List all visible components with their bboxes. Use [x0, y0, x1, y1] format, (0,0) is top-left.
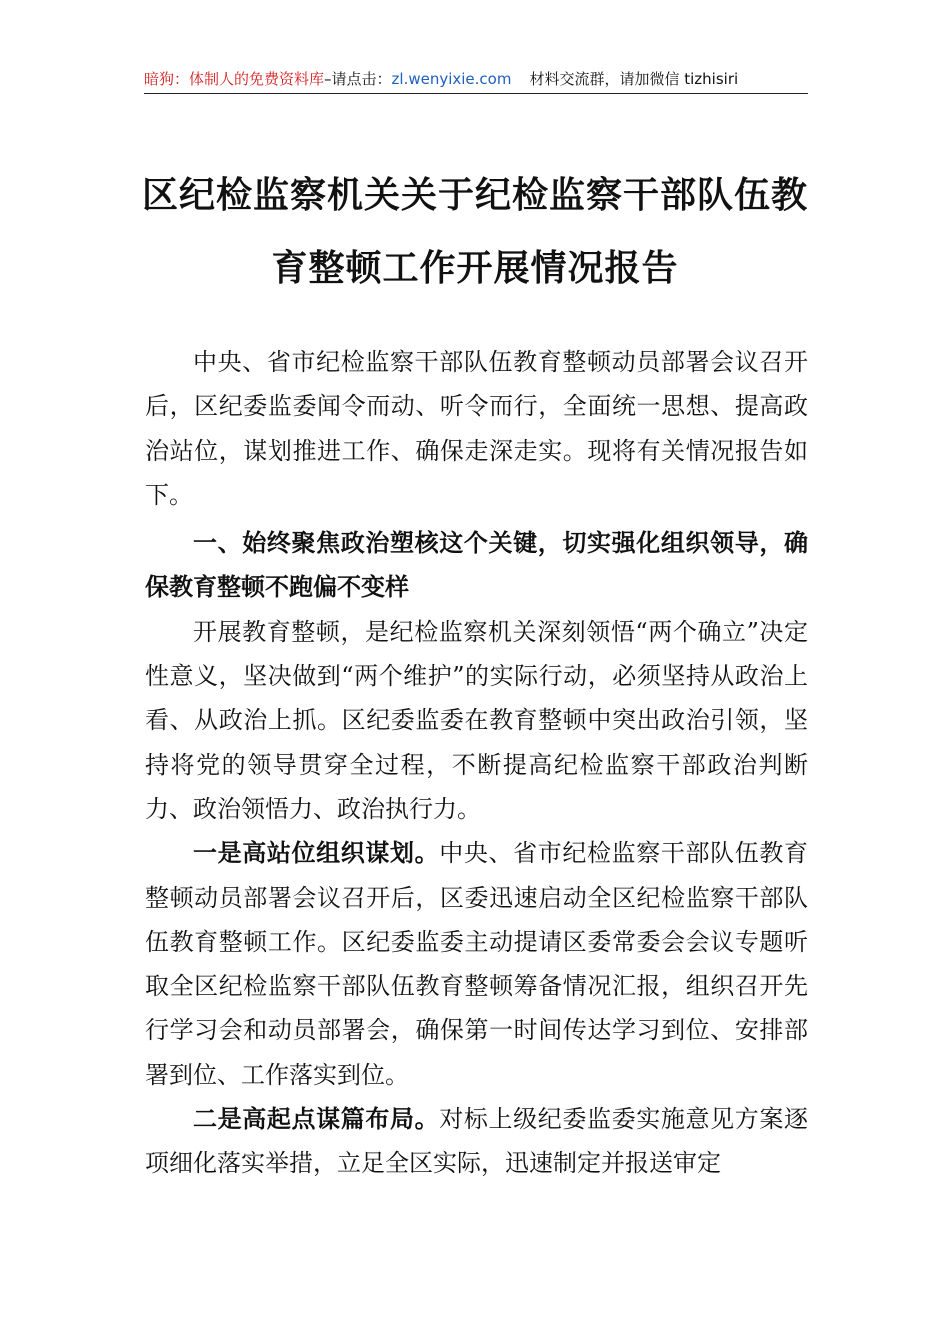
section-1-paragraph: 开展教育整顿，是纪检监察机关深刻领悟“两个确立”决定性意义，坚决做到“两个维护”的实际行动，必须坚持从政治上看、从政治上抓。区纪委监委在教育整顿中突出政治引领，坚持将党的领导贯穿全过程，不断提高纪检监察干部政治判断力、政治领悟力、政治执行力。	[145, 617, 808, 823]
point-2-lead: 二是高起点谋篇布局。	[193, 1105, 440, 1134]
header-divider	[144, 93, 808, 94]
intro-paragraph: 中央、省市纪检监察干部队伍教育整顿动员部署会议召开后，区纪委监委闻令而动、听令而行，全面统一思想、提高政治站位，谋划推进工作、确保走深走实。现将有关情况报告如下。	[145, 348, 808, 509]
page-header	[144, 64, 808, 94]
document-body	[145, 340, 808, 1186]
document-title-line-1: 区纪检监察机关关于纪检监察干部队伍教	[141, 174, 808, 216]
point-2-paragraph	[145, 1097, 808, 1186]
section-1-heading: 一、始终聚焦政治塑核这个关键，切实强化组织领导，确保教育整顿不跑偏不变样	[145, 529, 808, 602]
point-2-text: 对标上级纪委监委实施意见方案逐项细化落实举措，立足全区实际，迅速制定并报送审定	[145, 1105, 808, 1178]
header-group-note: 材料交流群，请加微信 tizhisiri	[529, 70, 739, 88]
point-1-text: 中央、省市纪检监察干部队伍教育整顿动员部署会议召开后，区委迅速启动全区纪检监察干部队伍教育整顿工作。区纪委监委主动提请区委常委会会议专题听取全区纪检监察干部队伍教育整顿筹备情况汇报，组织召开先行学习会和动员部署会，确保第一时间传达学习到位、安排部署到位、工作落实到位。	[145, 839, 808, 1089]
point-1-lead: 一是高站位组织谋划。	[193, 839, 440, 868]
point-1-paragraph	[145, 831, 808, 1097]
header-prompt: –请点击：	[324, 70, 392, 88]
document-title-line-2: 育整顿工作开展情况报告	[271, 247, 679, 289]
header-site-link[interactable]: zl.wenyixie.com	[391, 70, 512, 88]
header-brand: 暗狗：体制人的免费资料库	[144, 70, 325, 88]
